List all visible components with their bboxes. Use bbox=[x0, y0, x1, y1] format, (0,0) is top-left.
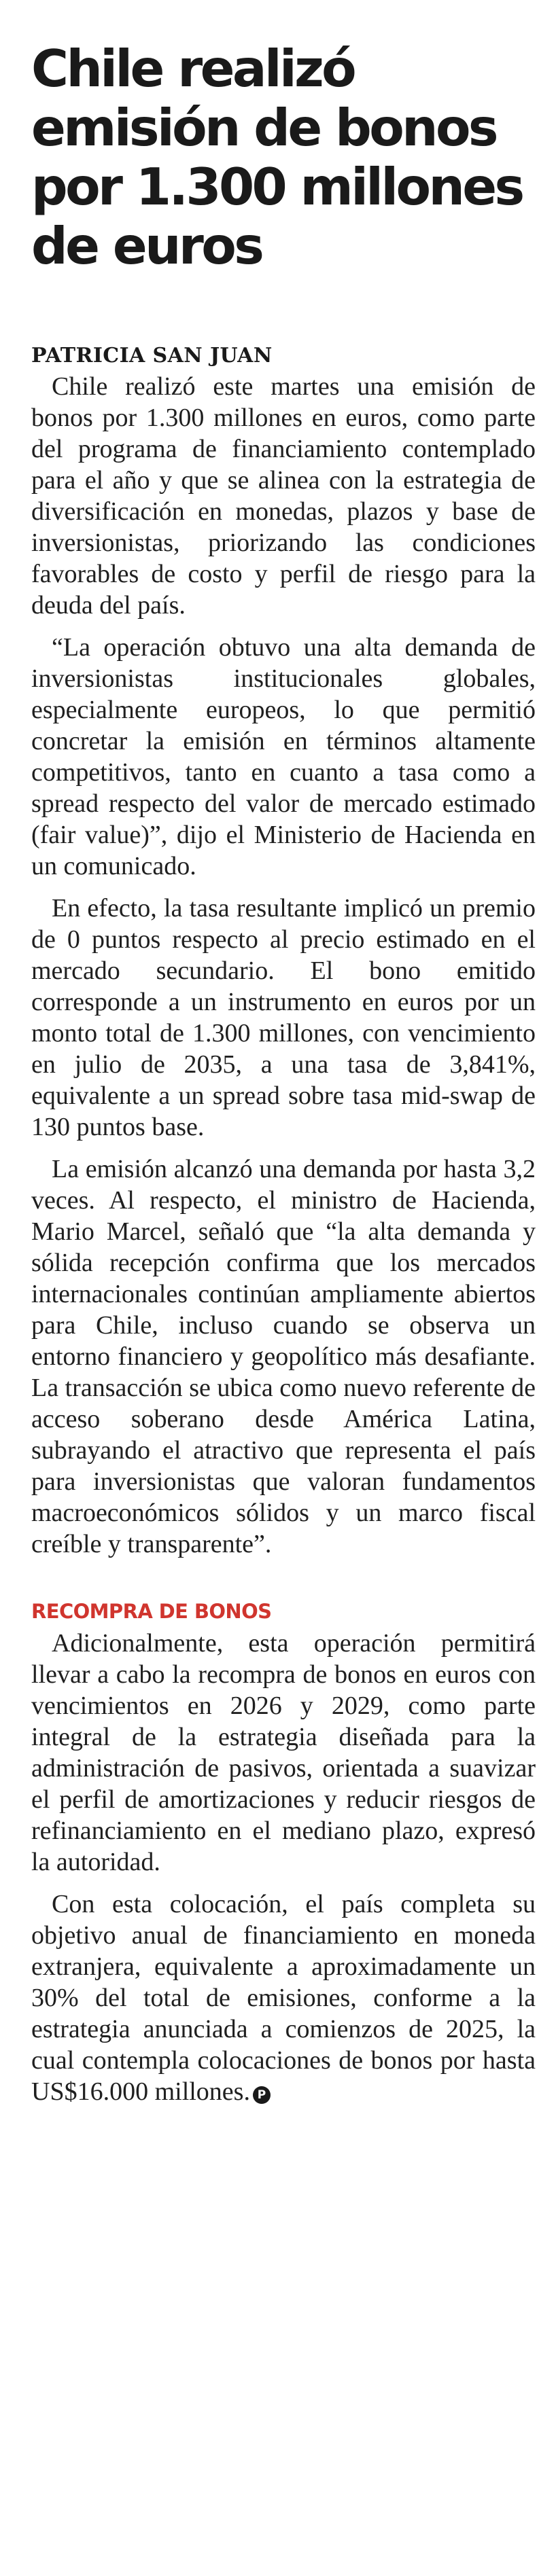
end-of-article-icon: P bbox=[253, 2086, 271, 2104]
article-paragraph: Chile realizó este martes una emisión de bonos por 1.300 millones en euros, como parte del programa de financiamiento contemplado para el año y que se alinea con la estrategia de diversificación en monedas, plazos y base de inversionistas, priorizando las condiciones favorables de costo y perfil de riesgo para la deuda del país. bbox=[31, 372, 536, 620]
article-byline: PATRICIA SAN JUAN bbox=[31, 344, 273, 368]
article-paragraph-last bbox=[31, 1889, 536, 2107]
article-paragraph: En efecto, la tasa resultante implicó un premio de 0 puntos respecto al precio estimado en el mercado secundario. El bono emitido corresponde a un instrumento en euros por un monto total de 1.300 millones, con vencimiento en julio de 2035, a una tasa de 3,841%, equivalente a un spread sobre tasa mid-swap de 130 puntos base. bbox=[31, 894, 536, 1141]
section-heading: RECOMPRA DE BONOS bbox=[31, 1600, 272, 1623]
article-paragraph-text: Con esta colocación, el país completa su objetivo anual de financiamiento en moneda extranjera, equivalente a aproximadamente un 30% del total de emisiones, conforme a la estrategia anunciada a comienzos de 2025, la cual contempla colocaciones de bonos por hasta US$16.000 millones. bbox=[31, 1890, 536, 2106]
article-headline: Chile realizó emisión de bonos por 1.300 millones de euros bbox=[31, 39, 523, 276]
article-paragraph: “La operación obtuvo una alta demanda de inversionistas institucionales globales, especialmente europeos, lo que permitió concretar la emisión en términos altamente competitivos, tanto en cuanto a tasa como a spread respecto del valor de mercado estimado (fair value)”, dijo el Ministerio de Hacienda en un comunicado. bbox=[31, 633, 536, 880]
article-paragraph: Adicionalmente, esta operación permitirá llevar a cabo la recompra de bonos en euros con vencimientos en 2026 y 2029, como parte integral de la estrategia diseñada para la administración de pasivos, orientada a suavizar el perfil de amortizaciones y reducir riesgos de refinanciamiento en el mediano plazo, expresó la autoridad. bbox=[31, 1629, 536, 1876]
article-paragraph: La emisión alcanzó una demanda por hasta 3,2 veces. Al respecto, el ministro de Hacienda, Mario Marcel, señaló que “la alta demanda y sólida recepción confirma que los mercados internacionales continúan ampliamente abiertos para Chile, incluso cuando se observa un entorno financiero y geopolítico más desafiante. La transacción se ubica como nuevo referente de acceso soberano desde América Latina, subrayando el atractivo que representa el país para inversionistas que valoran fundamentos macroeconómicos sólidos y un marco fiscal creíble y transparente”. bbox=[31, 1155, 536, 1558]
